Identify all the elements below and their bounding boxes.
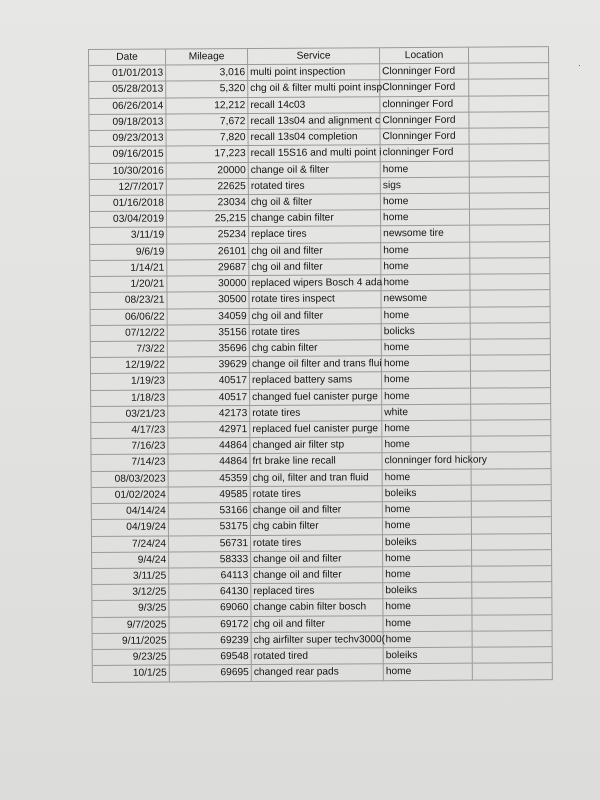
- cell-mileage: 44864: [168, 438, 250, 455]
- cell-location: clonninger Ford: [381, 145, 470, 162]
- cell-blank: [469, 112, 549, 129]
- cell-location: boleiks: [383, 486, 472, 503]
- cell-location: Clonninger Ford: [380, 129, 469, 146]
- cell-mileage: 34059: [168, 309, 250, 326]
- cell-location: Clonninger Ford: [380, 113, 469, 130]
- cell-service: rotate tires: [250, 405, 382, 422]
- cell-service: frt brake line recall: [250, 454, 382, 471]
- cell-blank: [472, 566, 552, 583]
- cell-mileage: 45359: [169, 471, 251, 488]
- cell-location: home: [383, 502, 472, 519]
- cell-date: 1/14/21: [90, 260, 167, 277]
- cell-service: recall 13s04 and alignment c: [248, 113, 380, 130]
- cell-service: chg cabin filter: [250, 340, 382, 357]
- cell-mileage: 3,016: [166, 65, 248, 82]
- cell-date: 9/4/24: [92, 552, 169, 569]
- cell-mileage: 49585: [169, 487, 251, 504]
- cell-mileage: 64130: [169, 584, 251, 601]
- cell-date: 04/14/24: [92, 504, 169, 521]
- cell-blank: [470, 242, 550, 259]
- cell-blank: [469, 128, 549, 145]
- cell-location: home: [383, 599, 472, 616]
- cell-service: chg oil, filter and tran fluid: [251, 470, 383, 487]
- cell-date: 3/11/25: [92, 569, 169, 586]
- cell-service: replace tires: [249, 227, 381, 244]
- cell-blank: [470, 258, 550, 275]
- header-date: Date: [89, 50, 166, 67]
- cell-mileage: 23034: [167, 195, 249, 212]
- cell-blank: [472, 518, 552, 535]
- cell-location: home: [383, 550, 472, 567]
- cell-date: 9/11/2025: [93, 633, 170, 650]
- cell-service: chg cabin filter: [251, 519, 383, 536]
- cell-location: boleiks: [383, 583, 472, 600]
- cell-service: changed rear pads: [252, 665, 384, 682]
- cell-service: chg oil & filter multi point insp: [248, 81, 380, 98]
- cell-location: home: [383, 518, 472, 535]
- cell-date: 08/23/21: [90, 293, 167, 310]
- cell-location: Clonninger Ford: [380, 64, 469, 81]
- cell-mileage: 64113: [169, 568, 251, 585]
- cell-location: bolicks: [382, 323, 471, 340]
- cell-date: 7/24/24: [92, 536, 169, 553]
- cell-date: 10/1/25: [93, 666, 170, 683]
- cell-location: boleiks: [384, 648, 473, 665]
- cell-blank: [472, 501, 552, 518]
- cell-date: 06/26/2014: [89, 98, 166, 115]
- cell-date: 01/02/2024: [92, 487, 169, 504]
- cell-service: replaced tires: [251, 583, 383, 600]
- cell-location: clonninger Ford: [380, 96, 469, 113]
- cell-date: 7/3/22: [91, 341, 168, 358]
- cell-mileage: 26101: [167, 244, 249, 261]
- cell-service: changed fuel canister purge: [250, 389, 382, 406]
- cell-location: home: [382, 421, 471, 438]
- cell-service: rotated tired: [252, 648, 384, 665]
- cell-date: 01/01/2013: [89, 66, 166, 83]
- cell-date: 05/28/2013: [89, 82, 166, 99]
- cell-service: change oil and filter: [251, 551, 383, 568]
- cell-location: home: [381, 194, 470, 211]
- cell-date: 3/12/25: [92, 585, 169, 602]
- service-table: [88, 46, 553, 682]
- cell-location: newsome tire: [381, 226, 470, 243]
- cell-date: 7/16/23: [91, 439, 168, 456]
- cell-service: change oil and filter: [251, 502, 383, 519]
- cell-mileage: 7,672: [166, 114, 248, 131]
- cell-blank: [470, 226, 550, 243]
- cell-mileage: 69172: [169, 617, 251, 634]
- cell-location: home: [381, 210, 470, 227]
- cell-mileage: 44864: [168, 454, 250, 471]
- cell-mileage: 58333: [169, 552, 251, 569]
- cell-mileage: 56731: [169, 536, 251, 553]
- cell-date: 03/04/2019: [90, 212, 167, 229]
- cell-date: 10/30/2016: [90, 163, 167, 180]
- cell-date: 4/17/23: [91, 423, 168, 440]
- cell-location: home: [381, 275, 470, 292]
- cell-date: 7/14/23: [91, 455, 168, 472]
- cell-blank: [472, 599, 552, 616]
- cell-blank: [472, 469, 552, 486]
- cell-location: home: [382, 372, 471, 389]
- cell-mileage: 25234: [167, 227, 249, 244]
- cell-mileage: 12,212: [166, 98, 248, 115]
- cell-location: home: [381, 242, 470, 259]
- cell-service: replaced fuel canister purge: [250, 421, 382, 438]
- cell-date: 9/7/2025: [92, 617, 169, 634]
- cell-date: 9/6/19: [90, 244, 167, 261]
- cell-service: multi point inspection: [248, 64, 380, 81]
- cell-date: 3/11/19: [90, 228, 167, 245]
- cell-service: change oil and filter: [251, 567, 383, 584]
- cell-blank: [470, 290, 550, 307]
- cell-date: 9/23/25: [93, 650, 170, 667]
- cell-location: home: [382, 307, 471, 324]
- cell-mileage: 35696: [168, 341, 250, 358]
- cell-date: 07/12/22: [91, 325, 168, 342]
- cell-service: replaced wipers Bosch 4 ada: [249, 275, 381, 292]
- cell-blank: [472, 550, 552, 567]
- cell-mileage: 53166: [169, 503, 251, 520]
- cell-date: 03/21/23: [91, 406, 168, 423]
- cell-service: chg oil and filter: [250, 308, 382, 325]
- cell-date: 09/23/2013: [90, 131, 167, 148]
- cell-service: change cabin filter: [249, 210, 381, 227]
- cell-service: recall 15S16 and multi point i: [249, 146, 381, 163]
- cell-mileage: 69695: [170, 665, 252, 682]
- cell-mileage: 7,820: [167, 130, 249, 147]
- cell-mileage: 69548: [170, 649, 252, 666]
- cell-mileage: 30000: [167, 276, 249, 293]
- cell-mileage: 42971: [168, 422, 250, 439]
- cell-location: home: [383, 567, 472, 584]
- cell-date: 09/18/2013: [89, 114, 166, 131]
- cell-blank: [471, 323, 551, 340]
- cell-blank: [470, 161, 550, 178]
- cell-location: home: [382, 437, 471, 454]
- cell-blank: [472, 615, 552, 632]
- service-log: [88, 46, 553, 682]
- cell-location: home: [381, 161, 470, 178]
- cell-blank: [472, 534, 552, 551]
- cell-date: 9/3/25: [92, 601, 169, 618]
- header-location: Location: [380, 48, 469, 65]
- cell-service: chg oil and filter: [251, 616, 383, 633]
- cell-mileage: 40517: [168, 373, 250, 390]
- cell-location: home: [383, 615, 472, 632]
- cell-service: replaced battery sams: [250, 373, 382, 390]
- cell-location: home: [383, 469, 472, 486]
- cell-blank: [470, 144, 550, 161]
- header-service: Service: [248, 48, 380, 65]
- cell-blank: [469, 80, 549, 97]
- cell-mileage: 25,215: [167, 211, 249, 228]
- cell-date: 1/18/23: [91, 390, 168, 407]
- cell-location: home: [384, 664, 473, 681]
- cell-blank: [470, 274, 550, 291]
- cell-mileage: 29687: [167, 260, 249, 277]
- cell-mileage: 53175: [169, 519, 251, 536]
- cell-date: 12/19/22: [91, 358, 168, 375]
- cell-location: sigs: [381, 177, 470, 194]
- cell-service: recall 13s04 completion: [248, 129, 380, 146]
- cell-mileage: 30500: [167, 292, 249, 309]
- cell-service: chg oil and filter: [249, 243, 381, 260]
- cell-blank: [469, 63, 549, 80]
- cell-location: boleiks: [383, 534, 472, 551]
- cell-blank: [471, 355, 551, 372]
- cell-blank: [473, 631, 553, 648]
- cell-blank: [471, 372, 551, 389]
- cell-location: Clonninger Ford: [380, 80, 469, 97]
- cell-service: rotated tires: [249, 178, 381, 195]
- cell-location: home: [382, 356, 471, 373]
- cell-blank: [469, 96, 549, 113]
- cell-location: home: [382, 388, 471, 405]
- cell-location: home: [382, 340, 471, 357]
- cell-mileage: 42173: [168, 406, 250, 423]
- cell-location: newsome: [381, 291, 470, 308]
- cell-blank: [470, 177, 550, 194]
- cell-blank: [473, 647, 553, 664]
- cell-service: change cabin filter bosch: [251, 600, 383, 617]
- cell-date: 1/20/21: [90, 277, 167, 294]
- cell-service: rotate tires: [251, 535, 383, 552]
- cell-service: chg oil and filter: [249, 259, 381, 276]
- cell-location: home: [381, 259, 470, 276]
- cell-blank: [473, 663, 553, 680]
- cell-service: change oil filter and trans flui: [250, 356, 382, 373]
- cell-blank: [471, 420, 551, 437]
- cell-blank: [471, 388, 551, 405]
- cell-mileage: 17,223: [167, 146, 249, 163]
- cell-service: recall 14c03: [248, 97, 380, 114]
- header-mileage: Mileage: [166, 49, 248, 66]
- cell-blank: [471, 404, 551, 421]
- cell-service: rotate tires inspect: [249, 291, 381, 308]
- cell-mileage: 22625: [167, 179, 249, 196]
- cell-date: 04/19/24: [92, 520, 169, 537]
- cell-location: white: [382, 404, 471, 421]
- cell-blank: [472, 582, 552, 599]
- cell-service: chg oil & filter: [249, 194, 381, 211]
- cell-mileage: 5,320: [166, 81, 248, 98]
- cell-mileage: 35156: [168, 325, 250, 342]
- cell-location: home: [384, 632, 473, 649]
- cell-date: 12/7/2017: [90, 179, 167, 196]
- cell-date: 08/03/2023: [92, 471, 169, 488]
- cell-blank: [471, 339, 551, 356]
- cell-blank: [471, 436, 551, 453]
- header-blank: [469, 47, 549, 64]
- cell-mileage: 69060: [169, 600, 251, 617]
- cell-blank: [471, 453, 551, 470]
- cell-date: 09/16/2015: [90, 147, 167, 164]
- cell-date: 06/06/22: [91, 309, 168, 326]
- pen-mark: ·: [578, 60, 581, 70]
- cell-mileage: 69239: [170, 633, 252, 650]
- cell-service: rotate tires: [250, 324, 382, 341]
- cell-mileage: 40517: [168, 390, 250, 407]
- cell-blank: [471, 307, 551, 324]
- cell-location: clonninger ford hickory: [382, 453, 471, 470]
- cell-blank: [470, 209, 550, 226]
- cell-service: change oil & filter: [249, 162, 381, 179]
- cell-blank: [470, 193, 550, 210]
- cell-service: rotate tires: [251, 486, 383, 503]
- cell-mileage: 20000: [167, 163, 249, 180]
- cell-service: chg airfilter super techv3000(: [252, 632, 384, 649]
- cell-date: 1/19/23: [91, 374, 168, 391]
- cell-service: changed air filter stp: [250, 437, 382, 454]
- cell-mileage: 39629: [168, 357, 250, 374]
- cell-blank: [472, 485, 552, 502]
- cell-date: 01/16/2018: [90, 195, 167, 212]
